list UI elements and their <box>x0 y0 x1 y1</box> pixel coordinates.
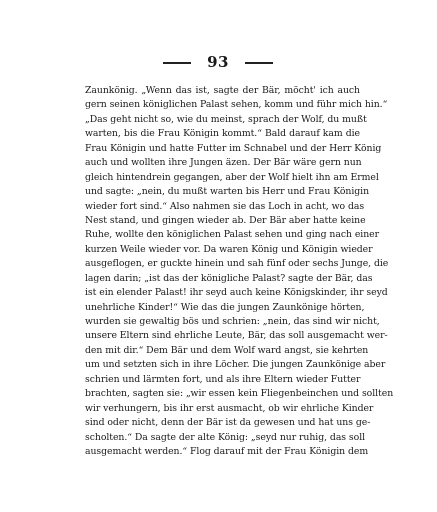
text-line: scholten.“ Da sagte der alte König: „seyd nur ruhig, das soll <box>85 431 366 443</box>
text-line: ausgeflogen, er guckte hinein und sah fünf oder sechs Junge, die <box>85 258 389 270</box>
text-line: auch und wollten ihre Jungen äzen. Der Bär wäre gern nun <box>85 157 362 169</box>
text-line: Ruhe, wollte den königlichen Palast sehen und ging nach einer <box>85 229 380 241</box>
page-header <box>0 52 437 72</box>
text-line: sind oder nicht, denn der Bär ist da gewesen und hat uns ge- <box>85 417 371 429</box>
text-line: kurzen Weile wieder vor. Da waren König und Königin wieder <box>85 243 373 255</box>
text-line: und sagte: „nein, du mußt warten bis Herr und Frau Königin <box>85 186 370 198</box>
text-line: brachten, sagten sie: „wir essen kein Fliegenbeinchen und sollten <box>85 388 394 400</box>
text-line: lagen darin; „ist das der königliche Palast? sagte der Bär, das <box>85 272 373 284</box>
text-line: gern seinen königlichen Palast sehen, komm und führ mich hin.“ <box>85 99 388 111</box>
text-line: ist ein elender Palast! ihr seyd auch keine Königskinder, ihr seyd <box>85 287 388 299</box>
text-line: um und setzten sich in ihre Löcher. Die jungen Zaunkönige aber <box>85 359 386 371</box>
text-line: schrien und lärmten fort, und als ihre Eltern wieder Futter <box>85 373 361 385</box>
body-text <box>85 84 394 459</box>
header-rule-left <box>163 62 191 64</box>
page-number: 93 <box>207 53 229 71</box>
text-line: den mit dir.“ Dem Bär und dem Wolf ward angst, sie kehrten <box>85 344 369 356</box>
text-line: wurden sie gewaltig bös und schrien: „nein, das sind wir nicht, <box>85 316 380 327</box>
text-line: unsere Eltern sind ehrliche Leute, Bär, das soll ausgemacht wer- <box>85 330 388 342</box>
text-line: wieder fort sind.“ Also nahmen sie das Loch in acht, wo das <box>85 200 365 212</box>
text-line: Zaunkönig. „Wenn das ist, sagte der Bär, möcht' ich auch <box>85 85 360 96</box>
text-line: unehrliche Kinder!“ Wie das die jungen Zaunkönige hörten, <box>85 301 365 313</box>
header-rule-right <box>245 62 273 64</box>
text-line: Frau Königin und hatte Futter im Schnabel und der Herr König <box>85 142 382 154</box>
text-line: warten, bis die Frau Königin kommt.“ Bald darauf kam die <box>85 128 360 140</box>
text-line: ausgemacht werden.“ Flog darauf mit der Frau Königin dem <box>85 445 369 457</box>
text-line: wir verhungern, bis ihr erst ausmacht, ob wir ehrliche Kinder <box>85 402 374 414</box>
text-line: Nest stand, und gingen wieder ab. Der Bär aber hatte keine <box>85 214 366 226</box>
text-line: gleich hintendrein gegangen, aber der Wolf hielt ihn am Ermel <box>85 171 379 183</box>
text-line: „Das geht nicht so, wie du meinst, sprach der Wolf, du mußt <box>85 113 367 125</box>
